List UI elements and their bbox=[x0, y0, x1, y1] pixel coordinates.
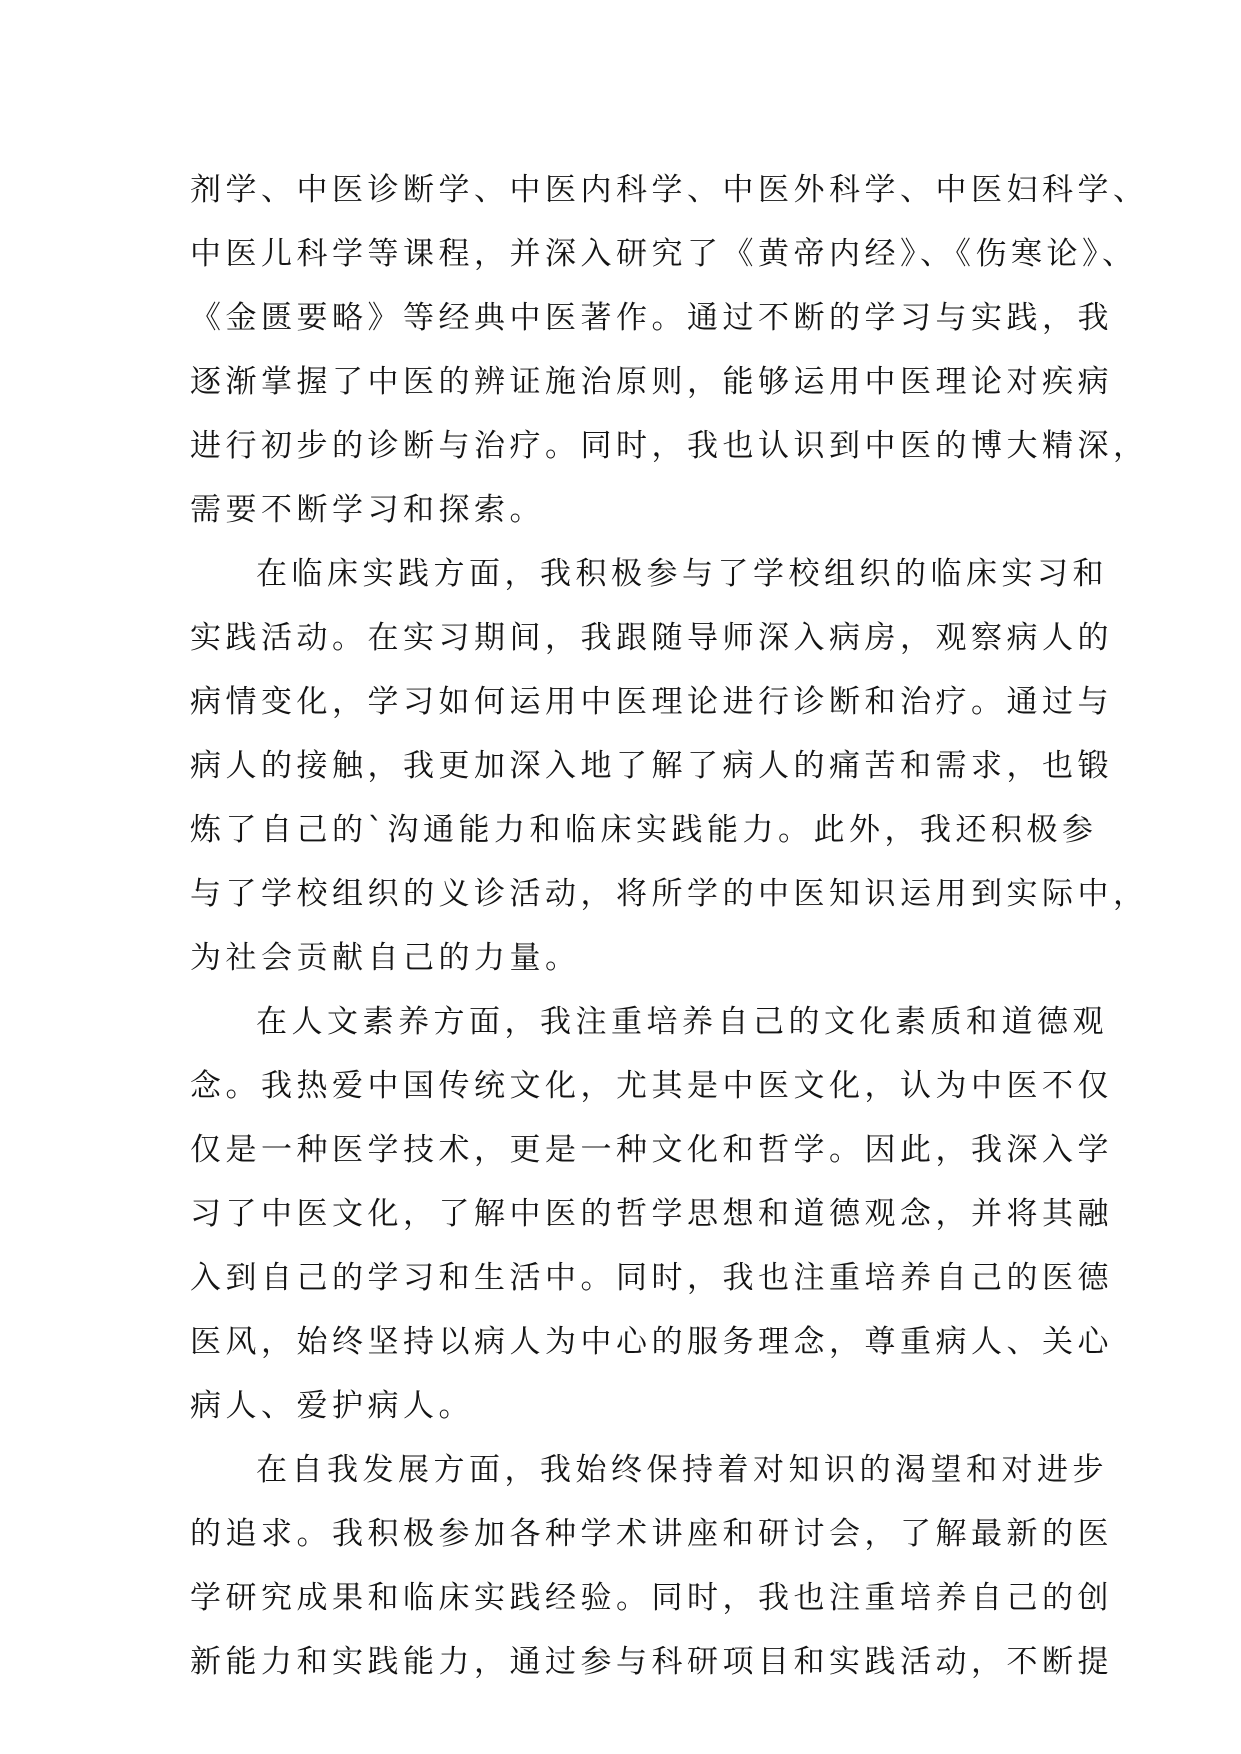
paragraph-4 bbox=[190, 1438, 1113, 1694]
paragraph-1 bbox=[190, 158, 1149, 542]
text-line: 病人、爱护病人。 bbox=[190, 1388, 474, 1424]
document-body bbox=[190, 158, 1149, 1694]
text-line: 逐渐掌握了中医的辨证施治原则，能够运用中医理论对疾病 bbox=[190, 364, 1113, 400]
text-line: 念。我热爱中国传统文化，尤其是中医文化，认为中医不仅 bbox=[190, 1068, 1113, 1104]
text-line: 入到自己的学习和生活中。同时，我也注重培养自己的医德 bbox=[190, 1260, 1113, 1296]
text-line: 学研究成果和临床实践经验。同时，我也注重培养自己的创 bbox=[190, 1580, 1113, 1616]
text-line: 仅是一种医学技术，更是一种文化和哲学。因此，我深入学 bbox=[190, 1132, 1113, 1168]
text-line: 为社会贡献自己的力量。 bbox=[190, 940, 581, 976]
text-line: 病情变化，学习如何运用中医理论进行诊断和治疗。通过与 bbox=[190, 684, 1113, 720]
text-line: 实践活动。在实习期间，我跟随导师深入病房，观察病人的 bbox=[190, 620, 1113, 656]
text-line: 在人文素养方面，我注重培养自己的文化素质和道德观 bbox=[256, 1004, 1108, 1040]
text-line: 炼了自己的`沟通能力和临床实践能力。此外，我还积极参 bbox=[190, 812, 1098, 848]
text-line: 剂学、中医诊断学、中医内科学、中医外科学、中医妇科学、 bbox=[190, 172, 1149, 208]
text-line: 《金匮要略》等经典中医著作。通过不断的学习与实践，我 bbox=[190, 300, 1113, 336]
text-line: 新能力和实践能力，通过参与科研项目和实践活动，不断提 bbox=[190, 1644, 1113, 1680]
text-line: 中医儿科学等课程，并深入研究了《黄帝内经》、《伤寒论》、 bbox=[190, 236, 1138, 272]
paragraph-2 bbox=[190, 542, 1149, 990]
text-line: 与了学校组织的义诊活动，将所学的中医知识运用到实际中， bbox=[190, 876, 1149, 912]
text-line: 进行初步的诊断与治疗。同时，我也认识到中医的博大精深， bbox=[190, 428, 1149, 464]
text-line: 需要不断学习和探索。 bbox=[190, 492, 545, 528]
text-line: 在自我发展方面，我始终保持着对知识的渴望和对进步 bbox=[256, 1452, 1108, 1488]
text-line: 习了中医文化，了解中医的哲学思想和道德观念，并将其融 bbox=[190, 1196, 1113, 1232]
text-line: 的追求。我积极参加各种学术讲座和研讨会，了解最新的医 bbox=[190, 1516, 1113, 1552]
text-line: 在临床实践方面，我积极参与了学校组织的临床实习和 bbox=[256, 556, 1108, 592]
paragraph-3 bbox=[190, 990, 1113, 1438]
text-line: 医风，始终坚持以病人为中心的服务理念，尊重病人、关心 bbox=[190, 1324, 1113, 1360]
text-line: 病人的接触，我更加深入地了解了病人的痛苦和需求，也锻 bbox=[190, 748, 1113, 784]
